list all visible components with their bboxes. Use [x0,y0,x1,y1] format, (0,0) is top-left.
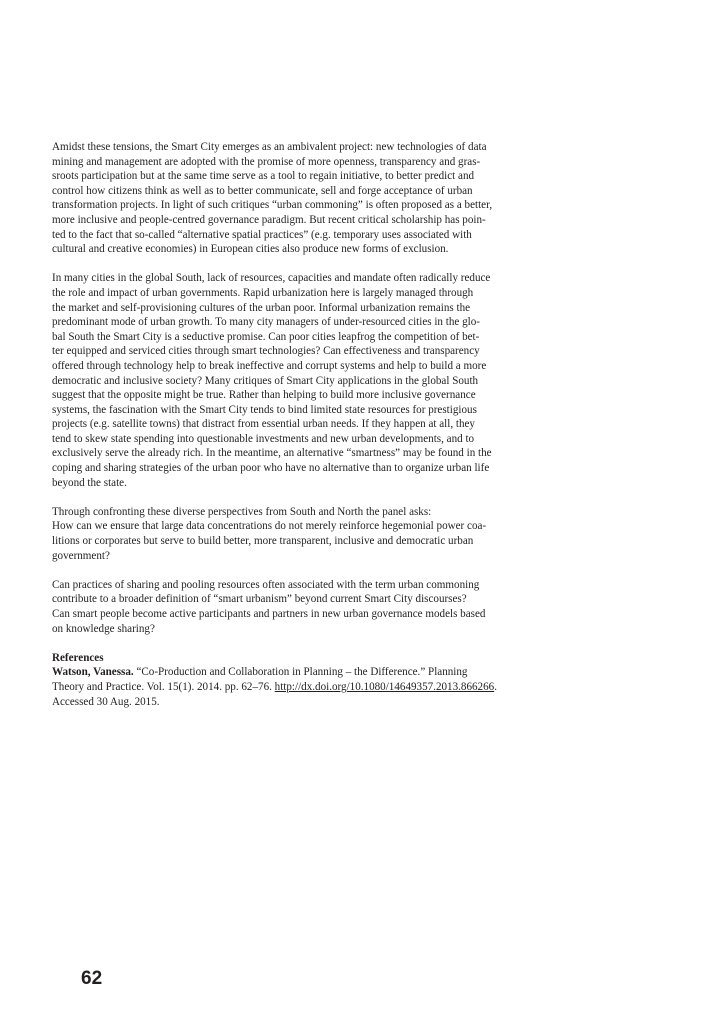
text-line: control how citizens think as well as to better communicate, sell and forge acceptance of urban [52,184,473,197]
reference-line [52,680,538,695]
text-line: ted to the fact that so-called “alternative spatial practices” (e.g. temporary uses associated with [52,228,472,241]
paragraph-global-south [52,271,538,490]
text-line: the market and self-provisioning cultures of the urban poor. Informal urbanization remains the [52,301,471,314]
reference-period: . [494,680,497,693]
text-line: ter equipped and serviced cities through smart technologies? Can effectiveness and transparency [52,345,480,358]
text-line: How can we ensure that large data concentrations do not merely reinforce hegemonial power coa- [52,520,487,533]
text-line: systems, the fascination with the Smart City tends to bind limited state resources for prestigious [52,403,477,416]
text-line: Amidst these tensions, the Smart City emerges as an ambivalent project: new technologies of data [52,141,487,153]
reference-source: Theory and Practice. Vol. 15(1). 2014. pp. 62–76. [52,680,275,693]
paragraph-panel-asks [52,505,538,563]
text-line: on knowledge sharing? [52,622,155,635]
references-heading: References [52,651,104,664]
reference-entry [52,665,538,709]
text-line: sroots participation but at the same time serve as a tool to regain initiative, to better predict and [52,170,475,183]
text-line: Can smart people become active participants and partners in new urban governance models based [52,608,486,620]
text-line: tend to skew state spending into questionable investments and new urban developments, and to [52,432,475,445]
text-line: suggest that the opposite might be true. Rather than helping to build more inclusive governance [52,389,476,402]
text-line: Through confronting these diverse perspectives from South and North the panel asks: [52,505,432,518]
text-line: In many cities in the global South, lack of resources, capacities and mandate often radically reduce [52,272,491,285]
text-line: offered through technology help to break ineffective and corrupt systems and help to build a more [52,359,487,372]
text-line: bal South the Smart City is a seductive promise. Can poor cities leapfrog the competition of bet- [52,330,480,343]
text-line: beyond the state. [52,476,127,489]
text-line: transformation projects. In light of such critiques “urban commoning” is often proposed as a better, [52,199,493,212]
paragraph-commoning-questions [52,578,538,636]
text-line: government? [52,549,110,562]
text-line: Can practices of sharing and pooling resources often associated with the term urban commoning [52,578,480,591]
text-line: mining and management are adopted with the promise of more openness, transparency and gras- [52,155,481,168]
text-line: coping and sharing strategies of the urban poor who have no alternative than to organize urban life [52,462,490,475]
text-line: litions or corporates but serve to build better, more transparent, inclusive and democratic urban [52,535,474,548]
text-line: exclusively serve the already rich. In the meantime, an alternative “smartness” may be found in the [52,447,492,460]
text-line: contribute to a broader definition of “smart urbanism” beyond current Smart City discourses? [52,593,467,606]
text-line: more inclusive and people-centred governance paradigm. But recent critical scholarship has poin- [52,213,486,226]
paragraph-smart-city-ambivalence [52,140,538,257]
reference-doi-link[interactable]: http://dx.doi.org/10.1080/14649357.2013.866266 [274,680,495,693]
reference-line [52,665,538,680]
reference-title: “Co-Production and Collaboration in Planning – the Difference.” Planning [133,666,468,679]
text-line: predominant mode of urban growth. To many city managers of under-resourced cities in the glo- [52,316,480,329]
text-line: projects (e.g. satellite towns) that distract from essential urban needs. If they happen at all, they [52,418,475,431]
text-line: the role and impact of urban governments. Rapid urbanization here is largely managed through [52,286,474,299]
page-number: 62 [81,968,103,989]
text-line: democratic and inclusive society? Many critiques of Smart City applications in the global South [52,374,479,387]
reference-accessed: Accessed 30 Aug. 2015. [52,695,160,708]
text-line: cultural and creative economies) in European cities also produce new forms of exclusion. [52,243,449,256]
reference-author: Watson, Vanessa. [52,666,134,679]
page-body [52,140,538,709]
